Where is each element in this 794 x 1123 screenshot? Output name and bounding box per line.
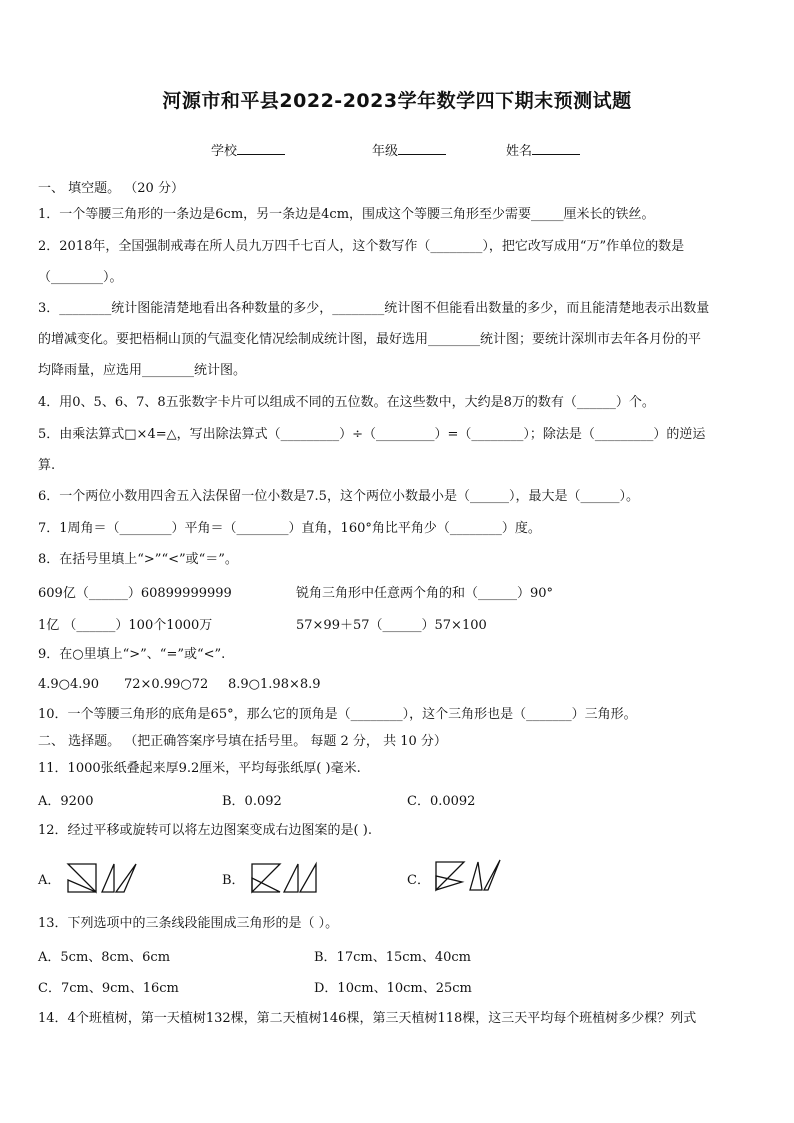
school-field xyxy=(211,140,285,159)
question-14: 14．4个班植树，第一天植树132棵，第二天植树146棵，第三天植树118棵，这三天平均每个班植树多少棵？列式 xyxy=(38,1011,697,1026)
option-c-pattern-figure xyxy=(434,856,504,894)
question-12-stem: 12．经过平移或旋转可以将左边图案变成右边图案的是( ). xyxy=(38,823,372,838)
question-13-option-b[interactable]: B．17cm、15cm、40cm xyxy=(314,950,472,965)
grade-field xyxy=(372,140,446,159)
question-12-option-a[interactable]: A． xyxy=(38,873,61,888)
question-12-option-b[interactable]: B． xyxy=(222,873,245,888)
question-1: 1．一个等腰三角形的一条边是6cm，另一条边是4cm，围成这个等腰三角形至少需要_____厘米长的铁丝。 xyxy=(38,207,655,222)
question-10: 10．一个等腰三角形的底角是65°，那么它的顶角是（________），这个三角形也是（_______）三角形。 xyxy=(38,707,637,722)
question-7: 7．1周角＝（________）平角＝（________）直角，160°角比平角少（________）度。 xyxy=(38,521,541,536)
school-label: 学校 xyxy=(211,144,238,159)
question-11-option-b[interactable]: B．0.092 xyxy=(222,794,282,809)
name-field xyxy=(506,140,580,159)
page-title: 河源市和平县2022-2023学年数学四下期末预测试题 xyxy=(162,90,632,112)
question-5-line-1: 5．由乘法算式□×4=△，写出除法算式（_________）÷（_________）=（________）；除法是（_________）的逆运 xyxy=(38,427,706,442)
grade-label: 年级 xyxy=(372,144,399,159)
question-9-item-a: 4.9○4.90 xyxy=(38,677,99,692)
question-8-item-c: 1亿 （______）100个1000万 xyxy=(38,618,213,633)
question-3-line-1: 3．________统计图能清楚地看出各种数量的多少，________统计图不但能看出数量的多少，而且能清楚地表示出数量 xyxy=(38,301,710,316)
question-8-item-d: 57×99＋57（______）57×100 xyxy=(296,618,487,633)
question-6: 6．一个两位小数用四舍五入法保留一位小数是7.5，这个两位小数最小是（______），最大是（______）。 xyxy=(38,489,639,504)
question-11-stem: 11．1000张纸叠起来厚9.2厘米，平均每张纸厚( )毫米. xyxy=(38,761,361,776)
question-11-option-a[interactable]: A．9200 xyxy=(38,794,94,809)
question-11-option-c[interactable]: C．0.0092 xyxy=(407,794,476,809)
question-9-stem: 9．在○里填上“>”、“=”或“<”. xyxy=(38,647,226,662)
question-3-line-3: 均降雨量，应选用________统计图。 xyxy=(38,363,247,378)
question-8-item-a: 609亿（______）60899999999 xyxy=(38,586,232,601)
question-9-item-c: 8.9○1.98×8.9 xyxy=(228,677,321,692)
question-13-option-c[interactable]: C．7cm、9cm、16cm xyxy=(38,981,179,996)
question-2-line-1: 2．2018年，全国强制戒毒在所人员九万四千七百人，这个数写作（________），把它改写成用“万”作单位的数是 xyxy=(38,239,685,254)
option-a-pattern-figure xyxy=(66,860,138,896)
question-9-item-b: 72×0.99○72 xyxy=(124,677,209,692)
question-5-line-2: 算. xyxy=(38,458,56,473)
question-2-line-2: （________）。 xyxy=(38,270,123,285)
grade-blank[interactable] xyxy=(398,142,446,155)
question-13-stem: 13．下列选项中的三条线段能围成三角形的是（ ）。 xyxy=(38,916,339,931)
name-blank[interactable] xyxy=(532,142,580,155)
question-8-item-b: 锐角三角形中任意两个角的和（______）90° xyxy=(296,586,554,601)
option-b-pattern-figure xyxy=(250,860,320,896)
question-8-stem: 8．在括号里填上“>”“<”或“＝”。 xyxy=(38,552,238,567)
section-1-heading: 一、 填空题。 （20 分） xyxy=(38,181,184,196)
question-13-option-a[interactable]: A．5cm、8cm、6cm xyxy=(38,950,171,965)
name-label: 姓名 xyxy=(506,144,533,159)
section-2-heading: 二、 选择题。 （把正确答案序号填在括号里。 每题 2 分， 共 10 分） xyxy=(38,734,447,749)
school-blank[interactable] xyxy=(237,142,285,155)
question-4: 4．用0、5、6、7、8五张数字卡片可以组成不同的五位数。在这些数中，大约是8万的数有（______）个。 xyxy=(38,395,655,410)
question-12-option-c[interactable]: C． xyxy=(407,873,430,888)
question-3-line-2: 的增减变化。要把梧桐山顶的气温变化情况绘制成统计图，最好选用________统计图；要统计深圳市去年各月份的平 xyxy=(38,332,702,347)
question-13-option-d[interactable]: D．10cm、10cm、25cm xyxy=(314,981,472,996)
